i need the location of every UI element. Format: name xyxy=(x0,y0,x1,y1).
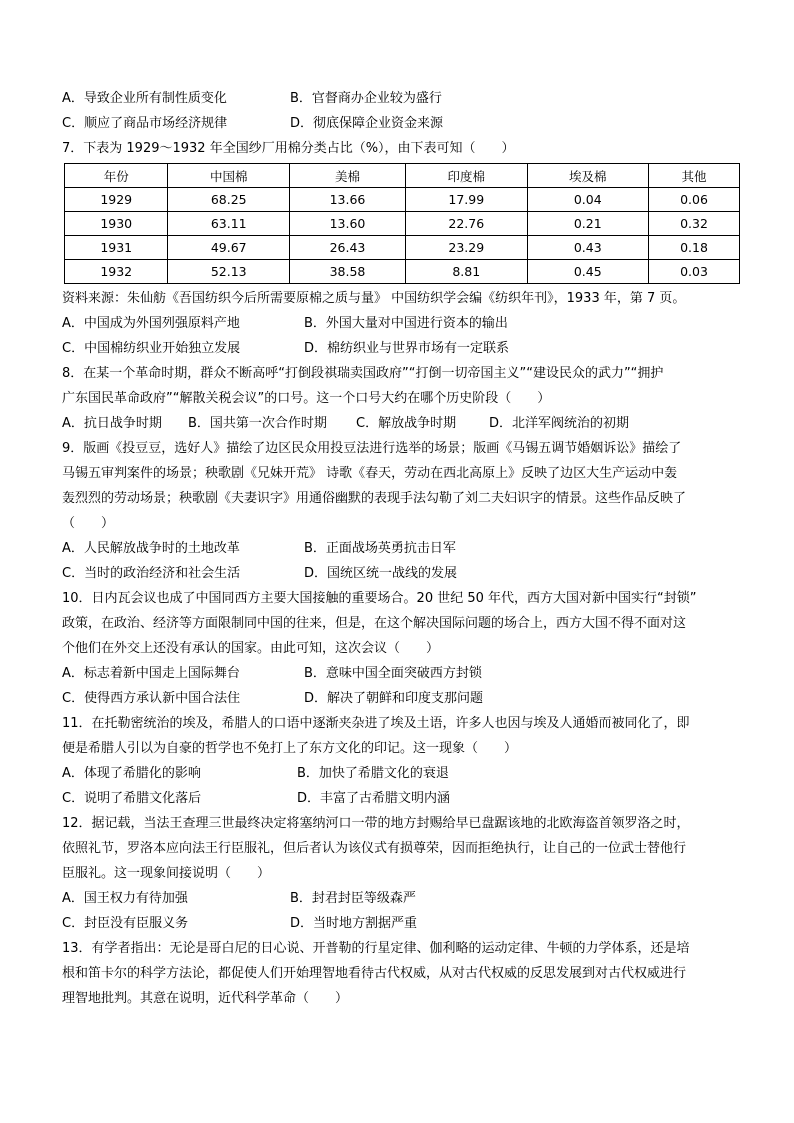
table-header-cell: 印度棉 xyxy=(406,164,527,188)
q7-option-c[interactable]: C．中国棉纺织业开始独立发展 xyxy=(62,341,241,356)
table-cell: 0.18 xyxy=(649,236,740,260)
q10-stem-line: 政策，在政治、经济等方面限制同中国的往来，但是，在这个解决国际问题的场合上，西方大国不得不面对这 xyxy=(62,616,687,631)
table-row xyxy=(65,260,740,284)
q10-stem-line: 个他们在外交上还没有承认的国家。由此可知，这次会议（ ） xyxy=(62,641,440,656)
q13-stem-line: 理智地批判。其意在说明，近代科学革命（ ） xyxy=(62,991,349,1006)
table-cell: 26.43 xyxy=(289,236,405,260)
q9-option-d[interactable]: D．国统区统一战线的发展 xyxy=(304,566,458,581)
q7-stem: 7．下表为 1929～1932 年全国纱厂用棉分类占比（%），由下表可知（ ） xyxy=(62,141,515,156)
q9-option-a[interactable]: A．人民解放战争时的土地改革 xyxy=(62,541,240,556)
q13-stem-line: 13．有学者指出：无论是哥白尼的日心说、开普勒的行星定律、伽利略的运动定律、牛顿的力学体系，还是培 xyxy=(62,941,690,956)
q12-option-a[interactable]: A．国王权力有待加强 xyxy=(62,891,188,906)
table-header-cell: 中国棉 xyxy=(168,164,289,188)
q12-stem-line: 臣服礼。这一现象间接说明（ ） xyxy=(62,866,271,881)
q12-options-row-1 xyxy=(62,886,742,911)
q10-options-row-2 xyxy=(62,686,742,711)
table-cell: 17.99 xyxy=(406,188,527,212)
q12-option-c[interactable]: C．封臣没有臣服义务 xyxy=(62,916,189,931)
table-header-row xyxy=(65,164,740,188)
q12-options-row-2 xyxy=(62,911,742,936)
cotton-usage-table xyxy=(64,163,740,284)
q6-option-c[interactable]: C．顺应了商品市场经济规律 xyxy=(62,116,228,131)
table-cell: 0.21 xyxy=(527,212,648,236)
q6-options-row-2 xyxy=(62,111,742,136)
table-cell: 8.81 xyxy=(406,260,527,284)
q7-options-row-1 xyxy=(62,311,742,336)
table-header-cell: 年份 xyxy=(65,164,168,188)
table-cell: 1931 xyxy=(65,236,168,260)
table-row xyxy=(65,212,740,236)
table-cell: 0.43 xyxy=(527,236,648,260)
exam-page xyxy=(62,86,742,1011)
q11-option-d[interactable]: D．丰富了古希腊文明内涵 xyxy=(297,791,451,806)
q9-stem-line: 轰烈烈的劳动场景；秧歌剧《夫妻识字》用通俗幽默的表现手法勾勒了刘二夫妇识字的情景。这些作品反映了 xyxy=(62,491,687,506)
q6-option-b[interactable]: B．官督商办企业较为盛行 xyxy=(290,91,442,106)
table-cell: 0.32 xyxy=(649,212,740,236)
table-cell: 52.13 xyxy=(168,260,289,284)
q7-option-d[interactable]: D．棉纺织业与世界市场有一定联系 xyxy=(304,341,510,356)
q11-stem-line: 便是希腊人引以为自豪的哲学也不免打上了东方文化的印记。这一现象（ ） xyxy=(62,741,518,756)
q9-options-row-1 xyxy=(62,536,742,561)
q6-options-row-1 xyxy=(62,86,742,111)
q8-stem-line: 广东国民革命政府”“解散关税会议”的口号。这一个口号大约在哪个历史阶段（ ） xyxy=(62,391,551,406)
q11-option-a[interactable]: A．体现了希腊化的影响 xyxy=(62,766,201,781)
table-header-cell: 美棉 xyxy=(289,164,405,188)
q8-option-d[interactable]: D．北洋军阀统治的初期 xyxy=(489,416,630,431)
table-cell: 1930 xyxy=(65,212,168,236)
q7-source-note: 资料来源：朱仙舫《吾国纺织今后所需要原棉之质与量》 中国纺织学会编《纺织年刊》，1933 年，第 7 页。 xyxy=(62,291,686,306)
q9-option-b[interactable]: B．正面战场英勇抗击日军 xyxy=(304,541,456,556)
table-cell: 13.60 xyxy=(289,212,405,236)
q12-option-d[interactable]: D．当时地方割据严重 xyxy=(290,916,418,931)
q6-option-a[interactable]: A．导致企业所有制性质变化 xyxy=(62,91,227,106)
q8-option-c[interactable]: C．解放战争时期 xyxy=(356,416,457,431)
table-cell: 49.67 xyxy=(168,236,289,260)
table-cell: 1932 xyxy=(65,260,168,284)
q13-stem-line: 根和笛卡尔的科学方法论，都促使人们开始理智地看待古代权威，从对古代权威的反思发展到对古代权威进行 xyxy=(62,966,687,981)
q11-stem-line: 11．在托勒密统治的埃及，希腊人的口语中逐渐夹杂进了埃及土语，许多人也因与埃及人通婚而被同化了，即 xyxy=(62,716,690,731)
q10-stem-line: 10．日内瓦会议也成了中国同西方主要大国接触的重要场合。20 世纪 50 年代，西方大国对新中国实行“封锁” xyxy=(62,591,697,606)
q10-option-a[interactable]: A．标志着新中国走上国际舞台 xyxy=(62,666,240,681)
q10-option-b[interactable]: B．意味中国全面突破西方封锁 xyxy=(304,666,482,681)
table-cell: 0.03 xyxy=(649,260,740,284)
q8-option-b[interactable]: B．国共第一次合作时期 xyxy=(188,416,327,431)
q7-options-row-2 xyxy=(62,336,742,361)
table-row xyxy=(65,188,740,212)
q11-options-row-1 xyxy=(62,761,742,786)
table-cell: 68.25 xyxy=(168,188,289,212)
q8-stem-line: 8．在某一个革命时期，群众不断高呼“打倒段祺瑞卖国政府”“打倒一切帝国主义”“建设民众的武力”“拥护 xyxy=(62,366,664,381)
q12-stem-line: 依照礼节，罗洛本应向法王行臣服礼，但后者认为该仪式有损尊荣，因而拒绝执行，让自己的一位武士替他行 xyxy=(62,841,687,856)
table-cell: 0.45 xyxy=(527,260,648,284)
q12-stem-line: 12．据记载，当法王查理三世最终决定将塞纳河口一带的地方封赐给早已盘踞该地的北欧海盗首领罗洛之时， xyxy=(62,816,690,831)
table-cell: 22.76 xyxy=(406,212,527,236)
table-header-cell: 埃及棉 xyxy=(527,164,648,188)
q6-option-d[interactable]: D．彻底保障企业资金来源 xyxy=(290,116,444,131)
q9-option-c[interactable]: C．当时的政治经济和社会生活 xyxy=(62,566,241,581)
q9-stem-line: （ ） xyxy=(62,516,115,531)
table-row xyxy=(65,236,740,260)
q9-stem-line: 9．版画《投豆豆，选好人》描绘了边区民众用投豆法进行选举的场景；版画《马锡五调节婚姻诉讼》描绘了 xyxy=(62,441,682,456)
table-cell: 63.11 xyxy=(168,212,289,236)
table-header-cell: 其他 xyxy=(649,164,740,188)
q10-options-row-1 xyxy=(62,661,742,686)
q11-options-row-2 xyxy=(62,786,742,811)
q10-option-d[interactable]: D．解决了朝鲜和印度支那问题 xyxy=(304,691,484,706)
table-cell: 0.04 xyxy=(527,188,648,212)
table-cell: 38.58 xyxy=(289,260,405,284)
table-cell: 13.66 xyxy=(289,188,405,212)
table-cell: 23.29 xyxy=(406,236,527,260)
q10-option-c[interactable]: C．使得西方承认新中国合法住 xyxy=(62,691,241,706)
q11-option-b[interactable]: B．加快了希腊文化的衰退 xyxy=(297,766,449,781)
q7-option-a[interactable]: A．中国成为外国列强原料产地 xyxy=(62,316,240,331)
q8-option-a[interactable]: A．抗日战争时期 xyxy=(62,416,162,431)
q11-option-c[interactable]: C．说明了希腊文化落后 xyxy=(62,791,202,806)
q12-option-b[interactable]: B．封君封臣等级森严 xyxy=(290,891,416,906)
table-cell: 0.06 xyxy=(649,188,740,212)
q9-options-row-2 xyxy=(62,561,742,586)
q7-option-b[interactable]: B．外国大量对中国进行资本的输出 xyxy=(304,316,508,331)
q9-stem-line: 马锡五审判案件的场景；秧歌剧《兄妹开荒》 诗歌《春天，劳动在西北高原上》反映了边区大生产运动中轰 xyxy=(62,466,678,481)
table-cell: 1929 xyxy=(65,188,168,212)
q8-options-row xyxy=(62,411,742,436)
